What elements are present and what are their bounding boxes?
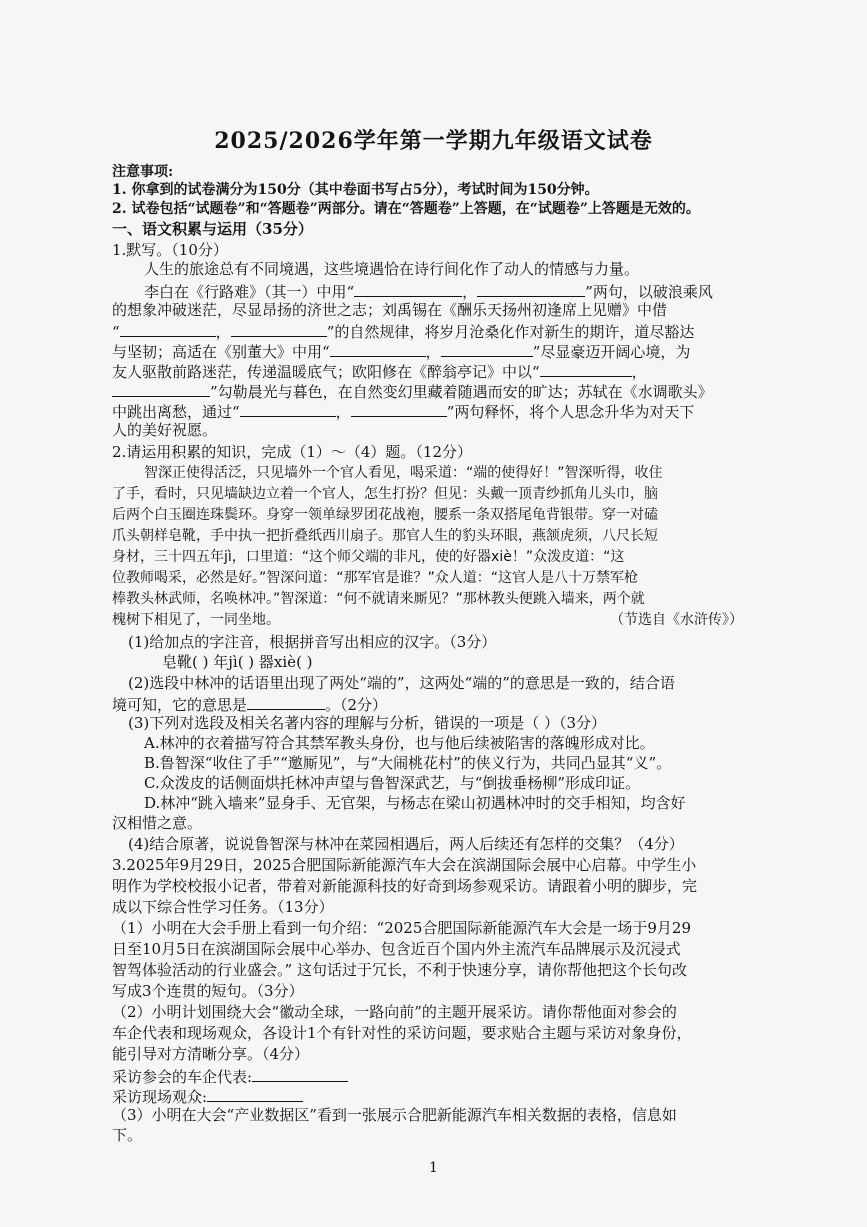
q1-text: ，	[335, 403, 351, 421]
q2-text: 境可知，它的意思是	[112, 696, 248, 714]
q1-text: ”的自然规律，将岁月沧桑化作对新生的期许，道尽豁达	[326, 323, 695, 341]
passage-line: 爪头朝样皂靴，手中执一把折叠纸西川扇子。那官人生的豹头环眼，燕颔虎须，八尺长短	[112, 528, 658, 544]
q2-text: 。（2分）	[325, 696, 388, 714]
q3-text: 采访现场观众:	[112, 1088, 208, 1106]
q1-text: ，	[462, 283, 478, 301]
answer-blank[interactable]	[252, 1065, 348, 1082]
q1-line: 人生的旅途总有不同境遇，这些境遇恰在诗行间化作了动人的情感与力量。	[144, 260, 640, 278]
q1-text: ”尽显豪迈开阔心境，为	[532, 343, 691, 361]
q1-text: 中跳出离愁，通过“	[112, 403, 240, 421]
option-b: B.鲁智深“收住了手”“邀厮见”，与“大闹桃花村”的侠义行为，共同凸显其“义”。	[144, 754, 672, 772]
passage-source: （节选自《水浒传》）	[610, 612, 743, 628]
passage-line: 棒教头林武师，名唤林冲。”智深道：“何不就请来厮见？”那林教头便跳入墙来，两个就	[112, 591, 645, 607]
q1-line: 人的美好祝愿。	[112, 421, 218, 439]
passage-line: 槐树下相见了，一同坐地。	[112, 612, 280, 628]
answer-blank[interactable]	[477, 280, 585, 297]
q1-text: 与坚韧；高适在《别董大》中用“	[112, 343, 330, 361]
note-1: 1. 你拿到的试卷满分为150分（其中卷面书写占5分），考试时间为150分钟。	[112, 182, 599, 198]
q3-sub-1: 智驾体验活动的行业盛会。” 这句话过于冗长，不利于快速分享，请你帮他把这个长句改	[112, 961, 687, 979]
q3-line: 3.2025年9月29日，2025合肥国际新能源汽车大会在滨湖国际会展中心启幕。中学生小	[112, 856, 697, 874]
q1-heading: 1.默写。（10分）	[112, 241, 228, 259]
answer-blank[interactable]	[351, 400, 447, 417]
passage-line: 身材，三十四五年jì，口里道：“这个师父端的非凡，使的好器xiè！”众泼皮道：“这	[112, 549, 625, 565]
q3-sub-1: 写成3个连贯的短句。（3分）	[112, 982, 304, 1000]
q1-line: 的想象冲破迷茫，尽显昂扬的济世之志；刘禹锡在《酬乐天扬州初逢席上见赠》中借	[112, 301, 668, 319]
page-number: 1	[429, 1160, 438, 1176]
option-c: C.众泼皮的话侧面烘托林冲声望与鲁智深武艺，与“倒拔垂杨柳”形成印证。	[144, 774, 641, 792]
q3-text: 采访参会的车企代表:	[112, 1068, 253, 1086]
q1-line	[112, 360, 647, 382]
q2-sub-4: (4)结合原著，说说鲁智深与林冲在菜园相遇后，两人后续还有怎样的交集？（4分）	[128, 835, 684, 853]
answer-blank[interactable]	[330, 340, 426, 357]
q3-sub-2: 车企代表和现场观众，各设计1个有针对性的采访问题，要求贴合主题与采访对象身份，	[112, 1024, 692, 1042]
q1-text: “	[112, 323, 120, 341]
q1-text: ，	[215, 323, 231, 341]
q2-sub-1-items: 皂靴( ) 年jì( ) 器xiè( )	[162, 653, 313, 671]
q2-sub-1: (1)给加点的字注音，根据拼音写出相应的汉字。（3分）	[128, 633, 497, 651]
answer-blank[interactable]	[240, 400, 336, 417]
notes-heading: 注意事项:	[112, 164, 174, 180]
q1-line	[112, 320, 694, 342]
interview-audience	[112, 1085, 303, 1107]
section-1-heading: 一、语文积累与运用（35分）	[112, 220, 313, 238]
passage-line: 位教师喝采，必然是好。”智深问道：“那军官是谁？”众人道：“这官人是八十万禁军枪	[112, 570, 639, 586]
q1-line	[144, 280, 713, 302]
q1-text: 友人驱散前路迷茫，传递温暖底气；欧阳修在《醉翁亭记》中以“	[112, 363, 540, 381]
q1-text: ，	[425, 343, 441, 361]
passage-line: 了手，看时，只见墙缺边立着一个官人，怎生打扮？但见：头戴一顶青纱抓角儿头巾，脑	[112, 486, 658, 502]
q3-sub-3: （3）小明在大会“产业数据区”看到一张展示合肥新能源汽车相关数据的表格，信息如	[112, 1106, 677, 1124]
q3-sub-1: 日至10月5日在滨湖国际会展中心举办、包含近百个国内外主流汽车品牌展示及沉浸式	[112, 940, 681, 958]
q3-line: 明作为学校校报小记者，带着对新能源科技的好奇到场参观采访。请跟着小明的脚步，完	[112, 877, 698, 895]
passage-line: 后两个白玉圈连珠鬓环。身穿一领单绿罗团花战袍，腰系一条双搭尾龟背银带。穿一对磕	[112, 507, 658, 523]
option-a: A.林冲的衣着描写符合其禁军教头身份，也与他后续被陷害的落魄形成对比。	[144, 734, 655, 752]
q1-text: ，	[631, 363, 647, 381]
interview-enterprise	[112, 1065, 348, 1087]
q3-line: 成以下综合性学习任务。（13分）	[112, 898, 334, 916]
answer-blank[interactable]	[112, 380, 210, 397]
q1-line	[112, 340, 690, 362]
answer-blank[interactable]	[207, 1085, 303, 1102]
answer-blank[interactable]	[231, 320, 327, 337]
q1-line	[112, 400, 694, 422]
q1-text: ”勾勒晨光与暮色，在自然变幻里藏着随遇而安的旷达；苏轼在《水调歌头》	[210, 383, 713, 401]
page-title: 2025/2026学年第一学期九年级语文试卷	[214, 128, 653, 154]
answer-blank[interactable]	[354, 280, 462, 297]
option-d-cont: 汉相惜之意。	[112, 814, 203, 832]
q2-sub-2-cont	[112, 693, 387, 715]
q2-sub-3: (3)下列对选段及相关名著内容的理解与分析，错误的一项是（ ）（3分）	[128, 714, 607, 732]
note-2: 2. 试卷包括“试题卷”和“答题卷”两部分。请在“答题卷”上答题，在“试题卷”上答题是无效的。	[112, 201, 700, 217]
answer-blank[interactable]	[247, 693, 325, 710]
q3-sub-2: （2）小明计划围绕大会“徽动全球，一路向前”的主题开展采访。请你帮他面对参会的	[112, 1003, 677, 1021]
q1-line	[112, 380, 713, 402]
q3-sub-2: 能引导对方清晰分享。（4分）	[112, 1045, 310, 1063]
answer-blank[interactable]	[540, 360, 632, 377]
q3-sub-1: （1）小明在大会手册上看到一句介绍：“2025合肥国际新能源汽车大会是一场于9月29	[112, 919, 692, 937]
passage-line: 智深正使得活泛，只见墙外一个官人看见，喝采道：“端的使得好！”智深听得，收住	[144, 465, 663, 481]
q3-sub-3: 下。	[112, 1126, 143, 1144]
q2-sub-2: (2)选段中林冲的话语里出现了两处“端的”，这两处“端的”的意思是一致的，结合语	[128, 674, 675, 692]
option-d: D.林冲“跳入墙来”显身手、无官架，与杨志在梁山初遇林冲时的交手相知，均含好	[144, 794, 686, 812]
q2-heading: 2.请运用积累的知识，完成（1）～（4）题。（12分）	[112, 443, 472, 461]
q1-text: 李白在《行路难》（其一）中用“	[144, 283, 355, 301]
q1-text: ”两句释怀，将个人思念升华为对天下	[446, 403, 695, 421]
q1-text: ”两句，以破浪乘风	[585, 283, 713, 301]
answer-blank[interactable]	[441, 340, 533, 357]
answer-blank[interactable]	[120, 320, 216, 337]
